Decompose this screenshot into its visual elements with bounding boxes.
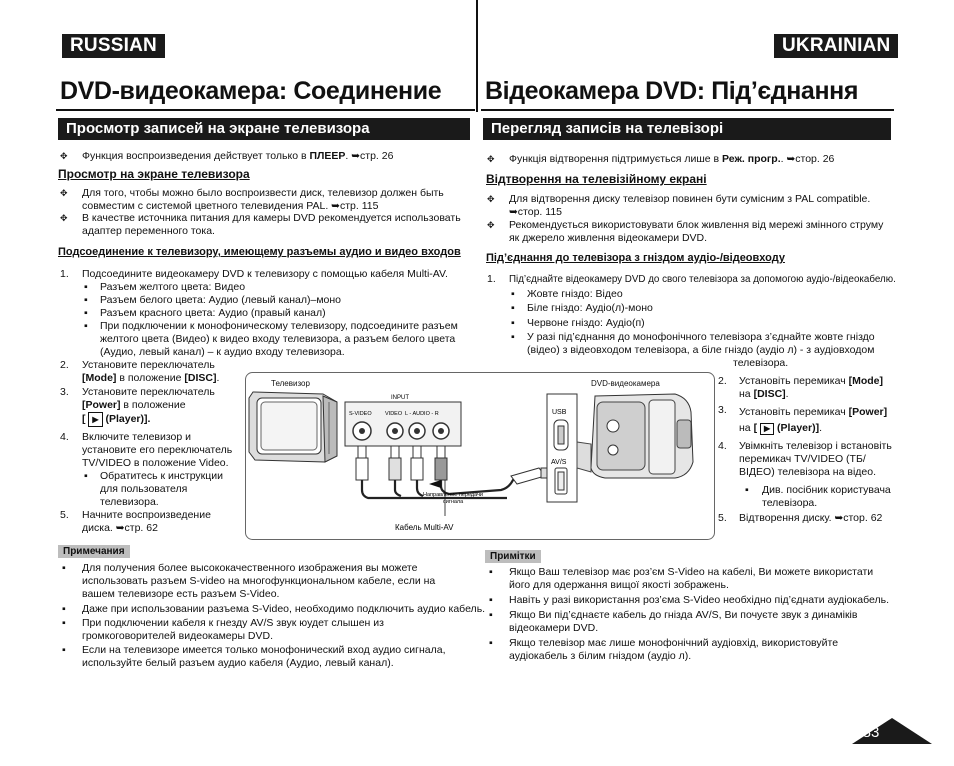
square-bullet-icon: ▪ bbox=[84, 294, 88, 306]
usb-label: USB bbox=[552, 409, 567, 416]
note-1-ua: Якщо Ваш телевізор має роз’єм S-Video на кабелі, Ви можете використати його для одержання вищої якості зображень. bbox=[509, 566, 874, 591]
camcorder-jack-panel bbox=[547, 394, 577, 502]
column-divider bbox=[476, 0, 478, 112]
language-label-ukrainian: UKRAINIAN bbox=[774, 34, 898, 58]
svideo-jack-label: S-VIDEO bbox=[349, 411, 372, 417]
play-icon: ▶ bbox=[760, 423, 774, 435]
note-4-ua: Якщо телевізор має лише монофонічний аудіовхід, використовуйте аудіокабель з білим гніздом (аудіо л). bbox=[509, 637, 839, 662]
square-bullet-icon: ▪ bbox=[745, 484, 749, 496]
title-underline-right bbox=[481, 109, 894, 111]
step-number: 5. bbox=[718, 512, 727, 524]
notes-label-ua: Примітки bbox=[485, 550, 541, 563]
bullet-pal-ru: Для того, чтобы можно было воспроизвести диск, телевизор должен быть совместим с системой цветного телевидения PAL. ➥стр. 115 bbox=[82, 187, 444, 212]
bullet-ac-adapter-ru: В качестве источника питания для камеры DVD рекомендуется использовать адаптер переменного тока. bbox=[82, 212, 461, 237]
page-title-ukrainian: Відеокамера DVD: Під’єднання bbox=[485, 77, 859, 105]
av-plug bbox=[511, 468, 545, 484]
input-label: INPUT bbox=[391, 395, 409, 401]
square-bullet-icon: ▪ bbox=[489, 609, 493, 621]
step-1a-ua: Жовте гніздо: Відео bbox=[527, 288, 623, 300]
camcorder-label: DVD-видеокамера bbox=[591, 379, 660, 388]
avs-label: AV/S bbox=[551, 459, 567, 466]
tv-illustration bbox=[249, 392, 337, 462]
step-number: 5. bbox=[60, 509, 69, 521]
square-bullet-icon: ▪ bbox=[511, 302, 515, 314]
note-3-ru: При подключении кабеля к гнезду AV/S звук юудет слышен из громкоговорителей видеокамеры DVD. bbox=[82, 617, 384, 642]
step-3-ua: Установіть перемикач [Power] на [ ▶ (Player)]. bbox=[739, 406, 888, 434]
diamond-bullet-icon: ✥ bbox=[487, 220, 495, 230]
square-bullet-icon: ▪ bbox=[511, 288, 515, 300]
step-number: 4. bbox=[718, 440, 727, 452]
diamond-bullet-icon: ✥ bbox=[60, 151, 68, 161]
tv-label: Телевизор bbox=[271, 379, 310, 388]
square-bullet-icon: ▪ bbox=[84, 307, 88, 319]
step-number: 2. bbox=[718, 375, 727, 387]
step-number: 2. bbox=[60, 359, 69, 371]
language-label-russian: RUSSIAN bbox=[62, 34, 165, 58]
page-title-russian: DVD-видеокамера: Соединение bbox=[60, 77, 442, 105]
square-bullet-icon: ▪ bbox=[84, 470, 88, 482]
audio-jack-label: L - AUDIO - R bbox=[405, 411, 439, 417]
signal-direction-arrow bbox=[429, 480, 441, 488]
step-number: 1. bbox=[487, 273, 496, 285]
note-1-ru: Для получения более высококачественного изображения вы можете использовать разъем S-video на многофункциональном кабеле, если на вашем телевизоре есть разъем S-Video. bbox=[82, 562, 436, 600]
step-number: 4. bbox=[60, 431, 69, 443]
square-bullet-icon: ▪ bbox=[62, 644, 66, 656]
square-bullet-icon: ▪ bbox=[84, 320, 88, 332]
step-4-ru: Включите телевизор и установите его переключатель TV/VIDEO в положение Video. bbox=[82, 431, 233, 469]
step-4a-ua: Див. посібник користувача телевізора. bbox=[762, 484, 891, 509]
video-jack-label: VIDEO bbox=[385, 411, 403, 417]
play-icon: ▶ bbox=[88, 412, 102, 427]
step-5-ru: Начните воспроизведение диска. ➥стр. 62 bbox=[82, 509, 211, 534]
signal-direction-label-2: сигнала bbox=[443, 499, 464, 505]
step-1b-ua: Біле гніздо: Аудіо(л)-моно bbox=[527, 302, 653, 314]
note-4-ru: Если на телевизоре имеется только монофонический вход аудио сигнала, используйте белый разъем аудио кабеля (Аудио, левый канал). bbox=[82, 644, 446, 669]
step-number: 1. bbox=[60, 268, 69, 280]
step-2-ua: Установіть перемикач [Mode] на [DISC]. bbox=[739, 375, 884, 400]
subheading-view-on-tv-ru: Просмотр на экране телевизора bbox=[58, 167, 250, 181]
intro-text-ua: Функція відтворення підтримується лише в Реж. прогр.. ➥стор. 26 bbox=[509, 153, 835, 165]
cable-plugs bbox=[356, 446, 447, 480]
square-bullet-icon: ▪ bbox=[511, 317, 515, 329]
note-2-ua: Навіть у разі використання роз’єма S-Video необхідно під’єднати аудіокабель. bbox=[509, 594, 889, 606]
square-bullet-icon: ▪ bbox=[489, 594, 493, 606]
step-1d-ru: При подключении к монофоническому телевизору, подсоедините разъем желтого цвета (Видео) к видео входу телевизора, а разъем белого цвета (Аудио, левый канал) – к аудио входу телевизора. bbox=[100, 320, 458, 358]
tv-input-panel bbox=[345, 395, 461, 446]
diamond-bullet-icon: ✥ bbox=[487, 154, 495, 164]
square-bullet-icon: ▪ bbox=[84, 281, 88, 293]
notes-label-ru: Примечания bbox=[58, 545, 130, 558]
step-1-text-ru: Подсоедините видеокамеру DVD к телевизору с помощью кабеля Multi-AV. bbox=[82, 268, 448, 280]
square-bullet-icon: ▪ bbox=[511, 331, 515, 343]
bullet-pal-ua: Для відтворення диску телевізор повинен бути сумісним з PAL compatible. ➥стор. 115 bbox=[509, 193, 871, 218]
step-1b-ru: Разъем белого цвета: Аудио (левый канал)–моно bbox=[100, 294, 342, 306]
step-1d-ua: У разі під’єднання до монофонічного телевізора з’єднайте жовте гніздо (відео) з відеовходом телевізора, а біле гніздо (аудіо л) - з аудіовходом телевізора. bbox=[527, 331, 875, 369]
intro-text-ru: Функция воспроизведения действует только в ПЛЕЕР. ➥стр. 26 bbox=[82, 150, 394, 162]
step-1c-ua: Червоне гніздо: Аудіо(п) bbox=[527, 317, 645, 329]
signal-direction-label-1: Направление передачи bbox=[423, 492, 484, 498]
camcorder-illustration bbox=[577, 394, 693, 478]
step-4a-ru: Обратитесь к инструкции для пользователя телевизора. bbox=[100, 470, 224, 508]
diamond-bullet-icon: ✥ bbox=[60, 188, 68, 198]
square-bullet-icon: ▪ bbox=[62, 617, 66, 629]
subheading-tv-playback-ua: Відтворення на телевізійному екрані bbox=[486, 172, 707, 186]
square-bullet-icon: ▪ bbox=[62, 603, 66, 615]
diamond-bullet-icon: ✥ bbox=[487, 194, 495, 204]
section-heading-russian: Просмотр записей на экране телевизора bbox=[58, 118, 470, 140]
square-bullet-icon: ▪ bbox=[489, 566, 493, 578]
step-1c-ru: Разъем красного цвета: Аудио (правый канал) bbox=[100, 307, 326, 319]
connection-diagram bbox=[245, 372, 715, 540]
step-1-text-ua: Під’єднайте відеокамеру DVD до свого телевізора за допомогою аудіо-/відеокабелю. bbox=[509, 274, 896, 285]
diamond-bullet-icon: ✥ bbox=[60, 213, 68, 223]
page-number: 83 bbox=[862, 724, 880, 741]
step-5-ua: Відтворення диску. ➥стор. 62 bbox=[739, 512, 883, 524]
square-bullet-icon: ▪ bbox=[62, 562, 66, 574]
subheading-av-connection-ua: Під’єднання до телевізора з гніздом аудіо-/відеовходу bbox=[486, 252, 785, 264]
step-number: 3. bbox=[718, 404, 727, 416]
step-1a-ru: Разъем желтого цвета: Видео bbox=[100, 281, 246, 293]
note-2-ru: Даже при использовании разъема S-Video, необходимо подключить аудио кабель. bbox=[82, 603, 486, 615]
cable-label: Кабель Multi-AV bbox=[395, 523, 454, 532]
square-bullet-icon: ▪ bbox=[489, 637, 493, 649]
section-heading-ukrainian: Перегляд записів на телевізорі bbox=[483, 118, 891, 140]
step-4-ua: Увімкніть телевізор і встановіть перемикач TV/VIDEO (ТБ/ ВІДЕО) телевізора на відео. bbox=[739, 440, 892, 478]
bullet-ac-adapter-ua: Рекомендується використовувати блок живлення від мережі змінного струму як джерело живлення відеокамери DVD. bbox=[509, 219, 884, 244]
step-number: 3. bbox=[60, 386, 69, 398]
step-3-ru: Установите переключатель [Power] в положение [ ▶ (Player)]. bbox=[82, 386, 215, 425]
step-2-ru: Установите переключатель [Mode] в положение [DISC]. bbox=[82, 359, 220, 384]
note-3-ua: Якщо Ви під’єднаєте кабель до гнізда AV/S, Ви почуєте звук з динаміків відеокамери DVD. bbox=[509, 609, 858, 634]
title-underline-left bbox=[56, 109, 475, 111]
subheading-av-connection-ru: Подсоединение к телевизору, имеющему разъемы аудио и видео входов bbox=[58, 246, 461, 258]
